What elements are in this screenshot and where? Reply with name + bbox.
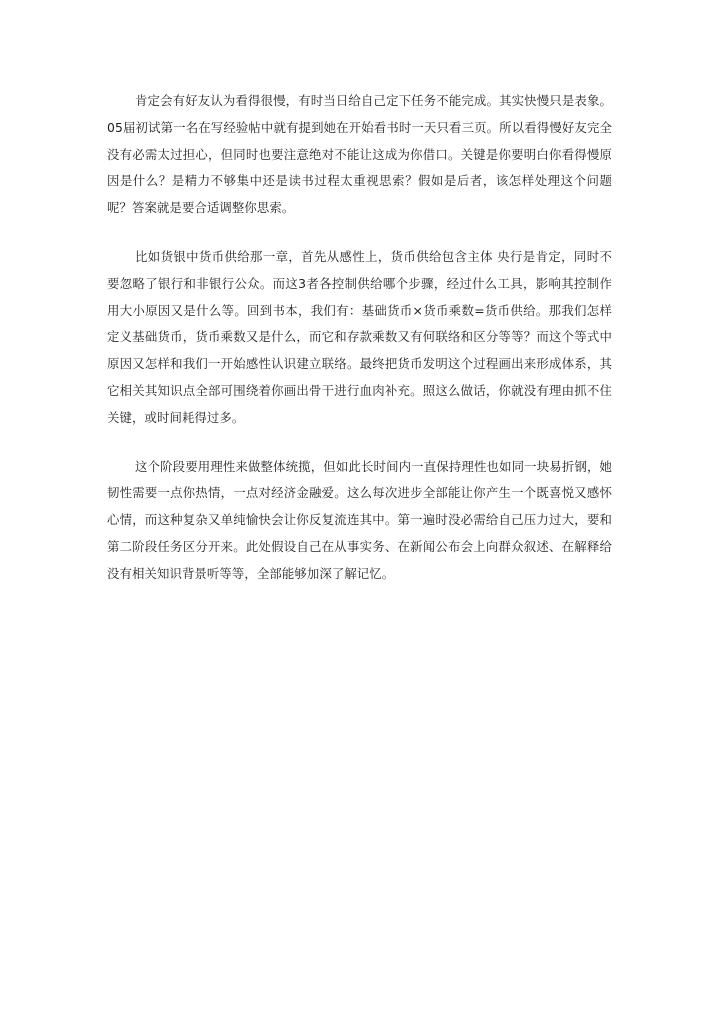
paragraph-1: 肯定会有好友认为看得很慢，有时当日给自己定下任务不能完成。其实快慢只是表象。05届初试第一名在写经验帖中就有提到她在开始看书时一天只看三页。所以看得慢好友完全没有必需太过担心，但同时也要注意绝对不能让这成为你借口。关键是你要明白你看得慢原因是什么？是精力不够集中还是读书过程太重视思索？假如是后者，该怎样处理这个问题呢？答案就是要合适调整你思索。 [107, 93, 612, 216]
paragraph-3: 这个阶段要用理性来做整体统揽，但如此长时间内一直保持理性也如同一块易折钢，她韧性需要一点你热情，一点对经济金融爱。这么每次进步全部能让你产生一个既喜悦又感怀心情，而这种复杂又单纯愉快会让你反复流连其中。第一遍时没必需给自己压力过大，要和第二阶段任务区分开来。此处假设自己在从事实务、在新闻公布会上向群众叙述、在解释给没有相关知识背景听等等，全部能够加深了解记忆。 [107, 458, 612, 581]
paragraph-2: 比如货银中货币供给那一章，首先从感性上，货币供给包含主体 央行是肯定，同时不要忽略了银行和非银行公众。而这3者各控制供给哪个步骤，经过什么工具，影响其控制作用大小原因又是什么等。回到书本，我们有：基础货币×货币乘数=货币供给。那我们怎样定义基础货币，货币乘数又是什么，而它和存款乘数又有何联络和区分等等？而这个等式中原因又怎样和我们一开始感性认识建立联络。最终把货币发明这个过程画出来形成体系，其它相关其知识点全部可围绕着你画出骨干进行血肉补充。照这么做话，你就没有理由抓不住关键，或时间耗得过多。 [107, 248, 612, 425]
document-body [107, 88, 612, 610]
